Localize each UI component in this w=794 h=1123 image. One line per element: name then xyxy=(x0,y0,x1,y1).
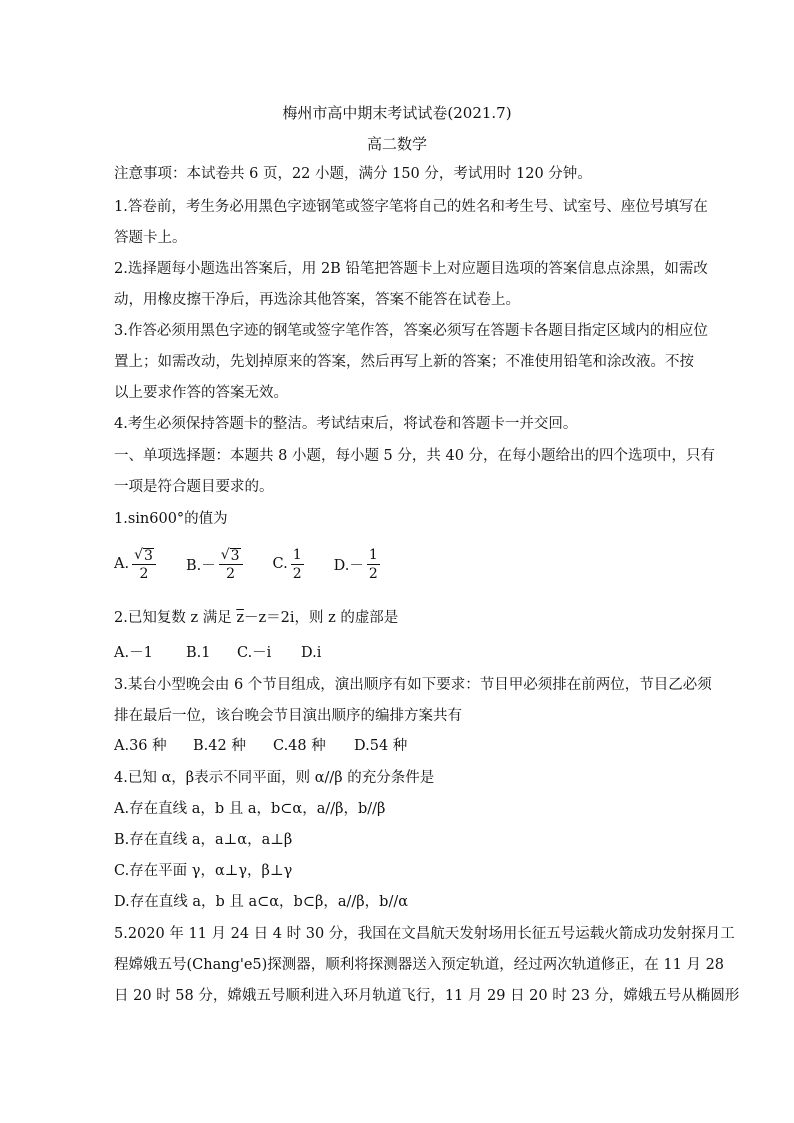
q3-stem-line-2: 排在最后一位，该台晚会节目演出顺序的编排方案共有 xyxy=(114,708,462,724)
section1-heading-line-2: 一项是符合题目要求的。 xyxy=(114,479,274,495)
q1-option-b-radicand: 3 xyxy=(230,547,240,564)
exam-subject: 高二数学 xyxy=(366,135,427,153)
q1-option-c-numerator: 1 xyxy=(292,546,302,563)
q3-option-c: C.48 种 xyxy=(273,738,326,754)
q1-option-a-label: A. xyxy=(114,556,130,572)
q2-option-b: B.1 xyxy=(186,645,211,661)
notice-item-3-line-1: 3.作答必须用黑色字迹的钢笔或签字笔作答，答案必须写在答题卡各题目指定区域内的相应位 xyxy=(114,323,708,339)
q1-option-a-fraction xyxy=(132,547,156,582)
q2-options xyxy=(114,641,321,665)
q1-option-b-fraction xyxy=(219,547,243,582)
q3-option-b: B.42 种 xyxy=(193,738,246,754)
sqrt-icon: √ xyxy=(134,546,144,563)
q4-option-d: D.存在直线 a，b 且 a⊂α，b⊂β，a//β，b//α xyxy=(114,894,409,910)
q1-option-a-denominator: 2 xyxy=(139,565,149,582)
q2-option-c: C.－i xyxy=(237,645,272,661)
q5-line-1: 5.2020 年 11 月 24 日 4 时 30 分，我国在文昌航天发射场用长征五号运载火箭成功发射探月工 xyxy=(114,926,735,942)
q2-stem xyxy=(114,608,684,628)
q1-option-b xyxy=(186,547,243,582)
section1-heading-line-1: 一、单项选择题：本题共 8 小题，每小题 5 分，共 40 分，在每小题给出的四个选项中，只有 xyxy=(114,448,716,464)
notice-item-2-line-1: 2.选择题每小题选出答案后，用 2B 铅笔把答题卡上对应题目选项的答案信息点涂黑，如需改 xyxy=(114,261,708,277)
notice-item-2-line-2: 动，用橡皮擦干净后，再选涂其他答案，答案不能答在试卷上。 xyxy=(114,292,520,308)
notice-item-1-line-2: 答题卡上。 xyxy=(114,230,187,246)
sqrt-icon: √ xyxy=(220,546,230,563)
q3-options xyxy=(114,734,407,758)
q2-stem-post: －z＝2i，则 z 的虚部是 xyxy=(243,610,399,626)
q1-option-c-denominator: 2 xyxy=(292,565,302,582)
q1-option-d-label: D.－ xyxy=(333,557,364,574)
q4-option-a: A.存在直线 a，b 且 a，b⊂α，a//β，b//β xyxy=(114,801,386,817)
notice-item-1-line-1: 1.答卷前，考生务必用黑色字迹钢笔或签字笔将自己的姓名和考生号、试室号、座位号填写在 xyxy=(114,199,708,215)
notice-item-3-line-3: 以上要求作答的答案无效。 xyxy=(114,385,288,401)
q3-option-a: A.36 种 xyxy=(114,738,167,754)
q2-option-a: A.－1 xyxy=(114,645,153,661)
q2-z-conjugate: $\overline{z}$ xyxy=(236,610,244,626)
q1-option-d-fraction xyxy=(367,547,380,582)
q1-option-d xyxy=(334,547,380,582)
notice-item-4: 4.考生必须保持答题卡的整洁。考试结束后，将试卷和答题卡一并交回。 xyxy=(114,416,578,432)
q1-option-b-denominator: 2 xyxy=(226,565,236,582)
q1-option-c xyxy=(273,547,304,582)
q1-stem: 1.sin600°的值为 xyxy=(114,511,228,527)
q2-option-d: D.i xyxy=(301,645,322,661)
q1-option-d-numerator: 1 xyxy=(368,546,378,563)
q1-option-a-radicand: 3 xyxy=(144,547,153,564)
q1-option-b-label: B.－ xyxy=(185,557,216,574)
notice-item-3-line-2: 置上；如需改动，先划掉原来的答案，然后再写上新的答案；不准使用铅笔和涂改液。不按 xyxy=(114,354,694,370)
q2-stem-pre: 2.已知复数 z 满足 xyxy=(114,610,237,626)
q1-options xyxy=(114,544,410,584)
q5-line-3: 日 20 时 58 分，嫦娥五号顺利进入环月轨道飞行，11 月 29 日 20 时 23 分，嫦娥五号从椭圆形 xyxy=(114,988,740,1004)
exam-title: 梅州市高中期末考试试卷(2021.7) xyxy=(282,104,512,122)
q1-option-c-fraction xyxy=(291,547,304,582)
q4-option-b: B.存在直线 a，a⊥α，a⊥β xyxy=(114,832,293,848)
q1-option-c-label: C. xyxy=(272,556,288,572)
q5-line-2: 程嫦娥五号(Chang'e5)探测器，顺利将探测器送入预定轨道，经过两次轨道修正，在 11 月 28 xyxy=(114,957,725,973)
q3-option-d: D.54 种 xyxy=(354,738,408,754)
notice-intro: 注意事项：本试卷共 6 页，22 小题，满分 150 分，考试用时 120 分钟。 xyxy=(114,166,592,182)
q1-option-d-denominator: 2 xyxy=(368,565,378,582)
q1-option-a xyxy=(114,547,156,582)
q4-stem: 4.已知 α，β表示不同平面，则 α//β 的充分条件是 xyxy=(114,770,435,786)
q4-option-c: C.存在平面 γ，α⊥γ，β⊥γ xyxy=(114,863,293,879)
q3-stem-line-1: 3.某台小型晚会由 6 个节目组成，演出顺序有如下要求：节目甲必须排在前两位，节目乙必须 xyxy=(114,677,712,693)
